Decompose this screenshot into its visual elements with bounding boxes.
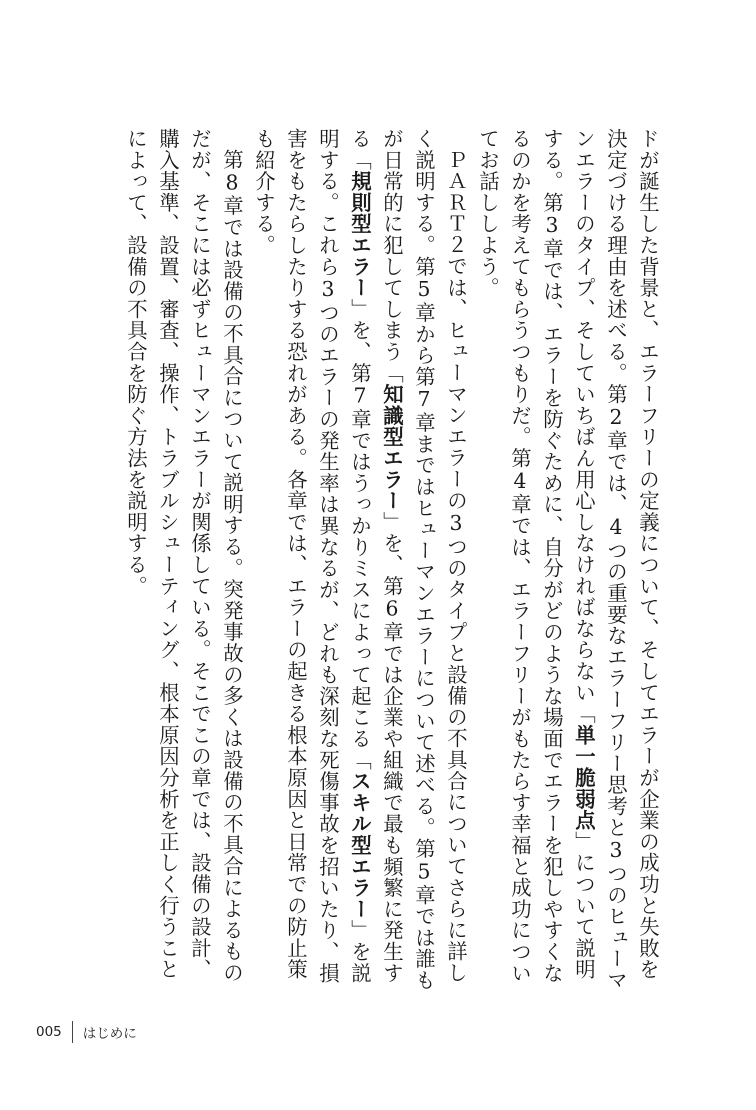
text-segment: 」について説明 bbox=[572, 830, 596, 981]
text-segment: るのかを考えてもらうつもりだ。第4章では、エラーフリーがもたらす幸福と成功につい bbox=[508, 128, 532, 984]
text-line bbox=[216, 128, 248, 984]
page-number: 005 bbox=[36, 1024, 62, 1040]
text-segment: が日常的に犯してしまう「 bbox=[380, 128, 404, 384]
text-line bbox=[536, 128, 568, 984]
text-line bbox=[120, 128, 152, 928]
text-segment: ＰＡＲＴ２では、ヒューマンエラーの3つのタイプと設備の不具合についてさらに詳し bbox=[444, 149, 468, 984]
text-line bbox=[472, 128, 504, 928]
text-segment: 」を、第7章ではうっかりミスによって起こる「 bbox=[348, 298, 372, 771]
text-line bbox=[280, 128, 312, 980]
text-segment: 購入基準、設置、審査、操作、トラブルシューティング、根本原因分析を正しく行うこと bbox=[156, 128, 180, 980]
text-line bbox=[376, 128, 408, 984]
text-segment: 」を、第6章では企業や組織で最も頻繁に発生す bbox=[380, 511, 404, 984]
section-title: はじめに bbox=[82, 1026, 137, 1042]
text-segment: 」を説 bbox=[348, 919, 372, 984]
text-segment: る「 bbox=[348, 128, 372, 171]
text-segment: も紹介する。 bbox=[252, 128, 276, 256]
vertical-body-text bbox=[120, 128, 664, 991]
text-segment: だが、そこには必ずヒューマンエラーが関係している。そこでこの章では、設備の設計、 bbox=[188, 128, 212, 980]
text-line bbox=[408, 128, 440, 991]
text-segment: する。第3章では、エラーを防ぐために、自分がどのような場面でエラーを犯しやすくな bbox=[540, 128, 564, 984]
text-line bbox=[568, 128, 600, 981]
text-segment: 害をもたらしたりする恐れがある。各章では、エラーの起きる根本原因と日常での防止策 bbox=[284, 128, 308, 980]
bold-term: 知識型エラー bbox=[380, 383, 404, 512]
text-segment: 決定づける理由を述べる。第2章では、4つの重要なエラーフリー思考と3つのヒューマ bbox=[604, 128, 628, 991]
text-line bbox=[504, 128, 536, 984]
footer-divider bbox=[72, 1021, 73, 1043]
text-line bbox=[440, 128, 472, 984]
text-line bbox=[184, 128, 216, 980]
text-segment: ンエラーのタイプ、そしていちばん用心しなければならない「 bbox=[572, 128, 596, 725]
text-segment: ドが誕生した背景と、エラーフリーの定義について、そしてエラーが企業の成功と失敗を bbox=[636, 128, 660, 980]
bold-term: 規則型エラー bbox=[348, 170, 372, 299]
text-segment: 第8章では設備の不具合について説明する。突発事故の多くは設備の不具合によるもの bbox=[220, 149, 244, 984]
bold-term: スキル型エラー bbox=[348, 770, 372, 920]
page-footer bbox=[36, 1021, 137, 1043]
text-segment: てお話ししよう。 bbox=[476, 128, 500, 299]
text-segment: によって、設備の不具合を防ぐ方法を説明する。 bbox=[124, 128, 148, 597]
text-segment: 明する。これら3つのエラーの発生率は異なるが、どれも深刻な死傷事故を招いたり、損 bbox=[316, 128, 340, 984]
text-line bbox=[248, 128, 280, 928]
text-line bbox=[344, 128, 376, 984]
text-segment: く説明する。第5章から第7章まではヒューマンエラーについて述べる。第5章では誰も bbox=[412, 128, 436, 991]
text-line bbox=[152, 128, 184, 980]
text-line bbox=[632, 128, 664, 980]
bold-term: 単一脆弱点 bbox=[572, 724, 596, 831]
text-line bbox=[312, 128, 344, 984]
text-line bbox=[600, 128, 632, 991]
